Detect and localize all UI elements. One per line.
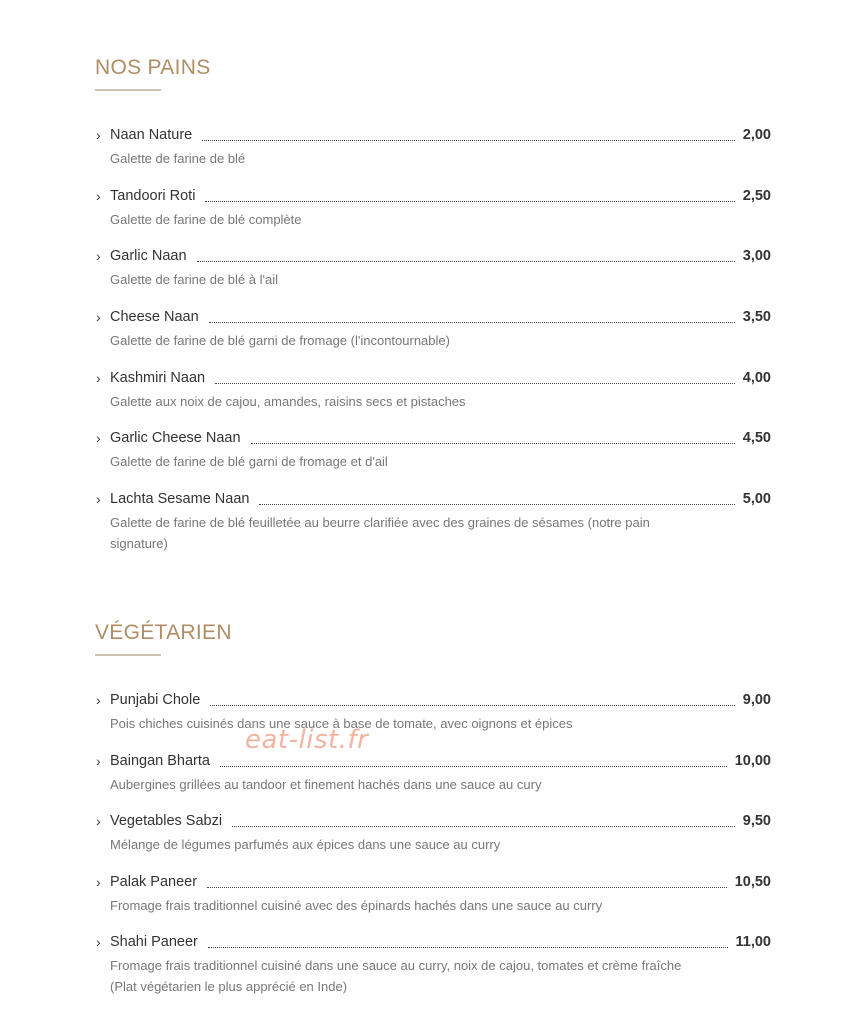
menu-item: [95, 246, 771, 290]
chevron-right-icon: ›: [96, 248, 101, 264]
item-price: 2,50: [742, 188, 771, 204]
dotted-leader: [202, 140, 735, 141]
menu-item: [95, 125, 771, 169]
section-title: VÉGÉTARIEN: [95, 621, 232, 644]
section-title-underline: [95, 89, 161, 91]
item-price: 11,00: [735, 934, 771, 950]
item-description: Galette de farine de blé feuilletée au beurre clarifiée avec des graines de sésames (notre pain signature): [110, 515, 650, 551]
section-title-underline: [95, 654, 161, 656]
item-price: 3,00: [742, 248, 771, 264]
chevron-right-icon: ›: [96, 430, 101, 446]
item-name: Vegetables Sabzi: [110, 813, 223, 829]
item-description: Galette de farine de blé garni de fromage (l'incontournable): [110, 333, 450, 348]
item-price: 3,50: [742, 309, 771, 325]
menu-item: [95, 428, 771, 472]
item-price: 9,00: [742, 692, 771, 708]
item-name: Cheese Naan: [110, 309, 199, 325]
item-description: Galette de farine de blé garni de fromage et d'ail: [110, 454, 388, 469]
dotted-leader: [215, 383, 735, 384]
item-name: Naan Nature: [110, 127, 193, 143]
menu-item: [95, 368, 771, 412]
item-description: Pois chiches cuisinés dans une sauce à base de tomate, avec oignons et épices: [110, 716, 573, 731]
item-name: Baingan Bharta: [110, 753, 210, 769]
dotted-leader: [232, 826, 735, 827]
item-name: Tandoori Roti: [110, 188, 196, 204]
menu-item: [95, 751, 771, 795]
site-watermark: eat-list.fr: [245, 725, 369, 755]
item-name: Punjabi Chole: [110, 692, 201, 708]
dotted-leader: [251, 443, 735, 444]
dotted-leader: [209, 322, 735, 323]
dotted-leader: [220, 766, 727, 767]
item-description: Fromage frais traditionnel cuisiné avec des épinards hachés dans une sauce au curry: [110, 898, 603, 913]
chevron-right-icon: ›: [96, 127, 101, 143]
item-description: Aubergines grillées au tandoor et finement hachés dans une sauce au cury: [110, 777, 542, 792]
item-price: 10,50: [734, 874, 771, 890]
item-description: Mélange de légumes parfumés aux épices dans une sauce au curry: [110, 837, 501, 852]
menu-item: [95, 932, 771, 997]
dotted-leader: [207, 887, 727, 888]
menu-item: [95, 186, 771, 230]
item-price: 4,00: [742, 370, 771, 386]
dotted-leader: [210, 705, 734, 706]
chevron-right-icon: ›: [96, 491, 101, 507]
item-price: 10,00: [734, 753, 771, 769]
chevron-right-icon: ›: [96, 753, 101, 769]
chevron-right-icon: ›: [96, 934, 101, 950]
item-description: Galette de farine de blé: [110, 151, 246, 166]
dotted-leader: [205, 201, 734, 202]
item-name: Garlic Naan: [110, 248, 187, 264]
chevron-right-icon: ›: [96, 692, 101, 708]
chevron-right-icon: ›: [96, 874, 101, 890]
item-description: Galette de farine de blé complète: [110, 212, 302, 227]
item-name: Lachta Sesame Naan: [110, 491, 250, 507]
chevron-right-icon: ›: [96, 188, 101, 204]
dotted-leader: [259, 504, 734, 505]
dotted-leader: [208, 947, 728, 948]
menu-item: [95, 811, 771, 855]
section-title: NOS PAINS: [95, 56, 211, 79]
item-name: Shahi Paneer: [110, 934, 198, 950]
item-name: Garlic Cheese Naan: [110, 430, 241, 446]
item-price: 9,50: [742, 813, 771, 829]
menu-item: [95, 307, 771, 351]
dotted-leader: [197, 261, 735, 262]
item-name: Palak Paneer: [110, 874, 198, 890]
item-name: Kashmiri Naan: [110, 370, 206, 386]
chevron-right-icon: ›: [96, 309, 101, 325]
menu-item: [95, 872, 771, 916]
menu-item: [95, 690, 771, 734]
chevron-right-icon: ›: [96, 370, 101, 386]
item-price: 5,00: [742, 491, 771, 507]
menu-item: [95, 489, 771, 554]
item-description: Fromage frais traditionnel cuisiné dans une sauce au curry, noix de cajou, tomates et crème fraîche (Plat végétarien le plus apprécié en Inde): [110, 958, 682, 994]
menu-section-nos-pains: [95, 55, 771, 551]
item-price: 4,50: [742, 430, 771, 446]
item-price: 2,00: [742, 127, 771, 143]
item-description: Galette aux noix de cajou, amandes, raisins secs et pistaches: [110, 394, 466, 409]
item-description: Galette de farine de blé à l'ail: [110, 272, 278, 287]
chevron-right-icon: ›: [96, 813, 101, 829]
